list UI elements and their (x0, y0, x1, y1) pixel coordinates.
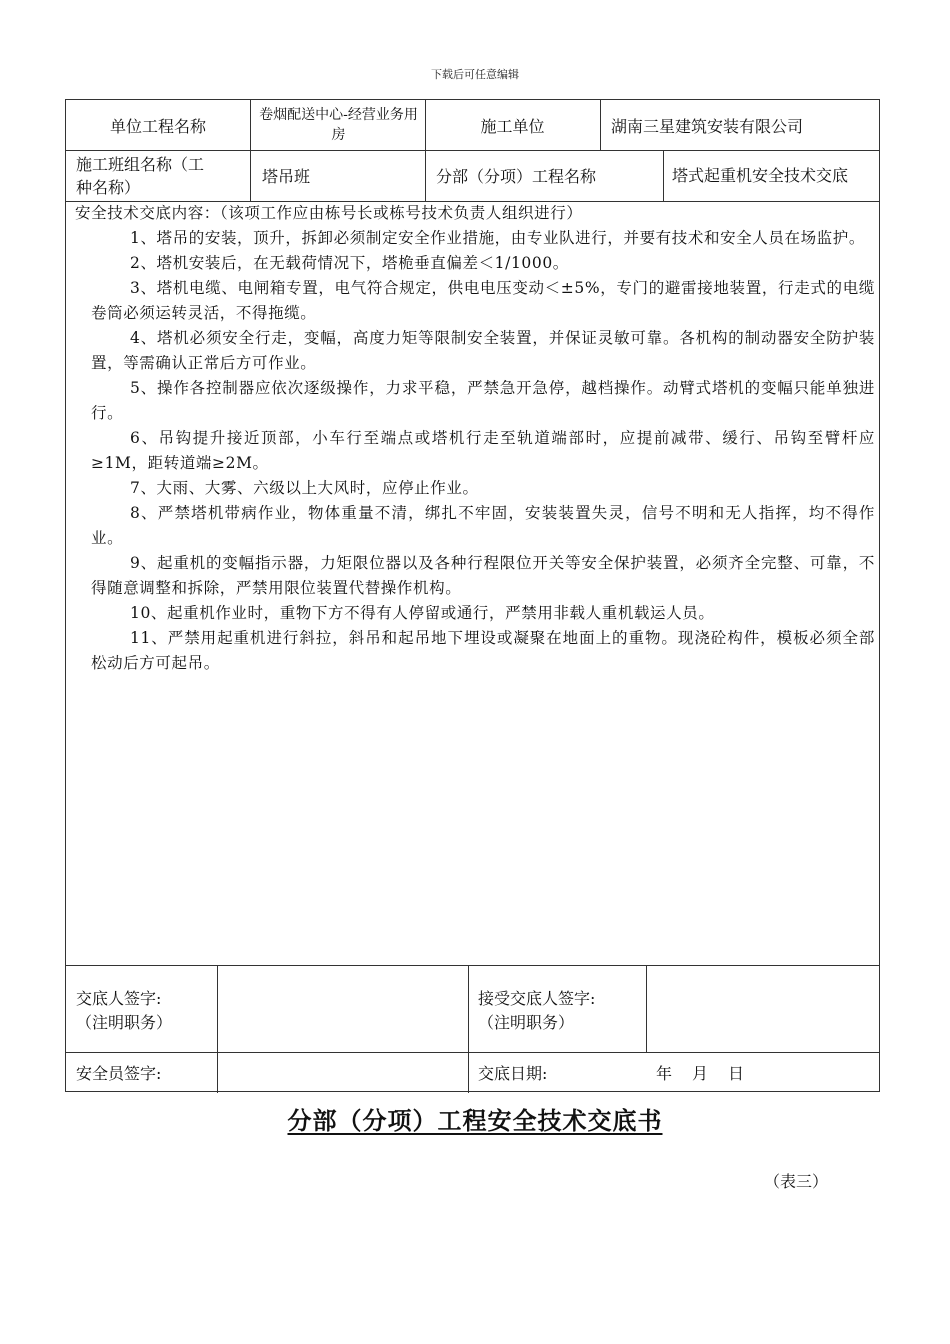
contractor-value: 湖南三星建筑安装有限公司 (611, 116, 804, 136)
content-item: 6、吊钩提升接近顶部，小车行至端点或塔机行走至轨道端部时，应提前减带、缓行、吊钩至臂杆应≥1M，距转道端≥2M。 (91, 429, 875, 472)
header-note: 下载后可任意编辑 (431, 68, 519, 81)
content-item: 9、起重机的变幅指示器，力矩限位器以及各种行程限位开关等安全保护装置，必须齐全完整、可靠，不得随意调整和拆除，严禁用限位装置代替操作机构。 (91, 554, 875, 597)
safety-officer-label: 安全员签字: (76, 1063, 162, 1083)
table-number: （表三） (764, 1172, 829, 1191)
discloser-signature-label (76, 987, 172, 1035)
disclosure-form (65, 99, 880, 1092)
team-value: 塔吊班 (262, 167, 311, 186)
col-divider (663, 150, 664, 201)
content-item: 5、操作各控制器应依次逐级操作，力求平稳，严禁急开急停，越档操作。动臂式塔机的变幅只能单独进行。 (91, 379, 875, 422)
content-item: 11、严禁用起重机进行斜拉，斜吊和起吊地下埋设或凝聚在地面上的重物。现浇砼构件，模板必须全部松动后方可起吊。 (91, 629, 875, 672)
discloser-label-line1: 交底人签字: (76, 989, 162, 1008)
document-title: 分部（分项）工程安全技术交底书 (287, 1107, 663, 1135)
receiver-signature-label (478, 987, 595, 1035)
team-label: 施工班组名称（工种名称） (76, 154, 205, 197)
receiver-label-line2: （注明职务） (478, 1013, 575, 1032)
content-item: 2、塔机安装后，在无载荷情况下，塔桅垂直偏差＜1/1000。 (130, 254, 569, 272)
content-item: 3、塔机电缆、电闸箱专置，电气符合规定，供电电压变动＜±5%，专门的避雷接地装置，行走式的电缆卷筒必须运转灵活，不得拖缆。 (91, 279, 875, 322)
content-item: 1、塔吊的安装，顶升，拆卸必须制定安全作业措施，由专业队进行，并要有技术和安全人员在场监护。 (130, 229, 865, 247)
content-item: 8、严禁塔机带病作业，物体重量不清，绑扎不牢固，安装装置失灵，信号不明和无人指挥，均不得作业。 (91, 504, 875, 547)
subproject-label: 分部（分项）工程名称 (436, 167, 597, 186)
subproject-value: 塔式起重机安全技术交底 (672, 166, 849, 185)
discloser-label-line2: （注明职务） (76, 1013, 173, 1032)
col-divider (250, 100, 251, 201)
contractor-label: 施工单位 (480, 116, 545, 136)
content-intro: 安全技术交底内容：（该项工作应由栋号长或栋号技术负责人组织进行） (75, 204, 583, 222)
unit-project-value: 卷烟配送中心-经营业务用房 (259, 107, 418, 143)
date-label: 交底日期: (478, 1063, 548, 1083)
receiver-signature-field[interactable] (647, 966, 879, 1052)
date-field[interactable]: 年 月 日 (656, 1063, 747, 1083)
safety-officer-signature-field[interactable] (218, 1053, 467, 1092)
discloser-signature-field[interactable] (218, 966, 467, 1052)
unit-project-label: 单位工程名称 (109, 116, 206, 136)
col-divider (468, 965, 469, 1093)
receiver-label-line1: 接受交底人签字: (478, 989, 596, 1008)
content-item: 7、大雨、大雾、六级以上大风时，应停止作业。 (130, 479, 479, 497)
content-item: 4、塔机必须安全行走，变幅，高度力矩等限制安全装置，并保证灵敏可靠。各机构的制动器安全防护装置，等需确认正常后方可作业。 (91, 329, 875, 372)
content-item: 10、起重机作业时，重物下方不得有人停留或通行，严禁用非载人重机载运人员。 (130, 604, 715, 622)
disclosure-content (75, 201, 875, 676)
col-divider (600, 100, 601, 150)
